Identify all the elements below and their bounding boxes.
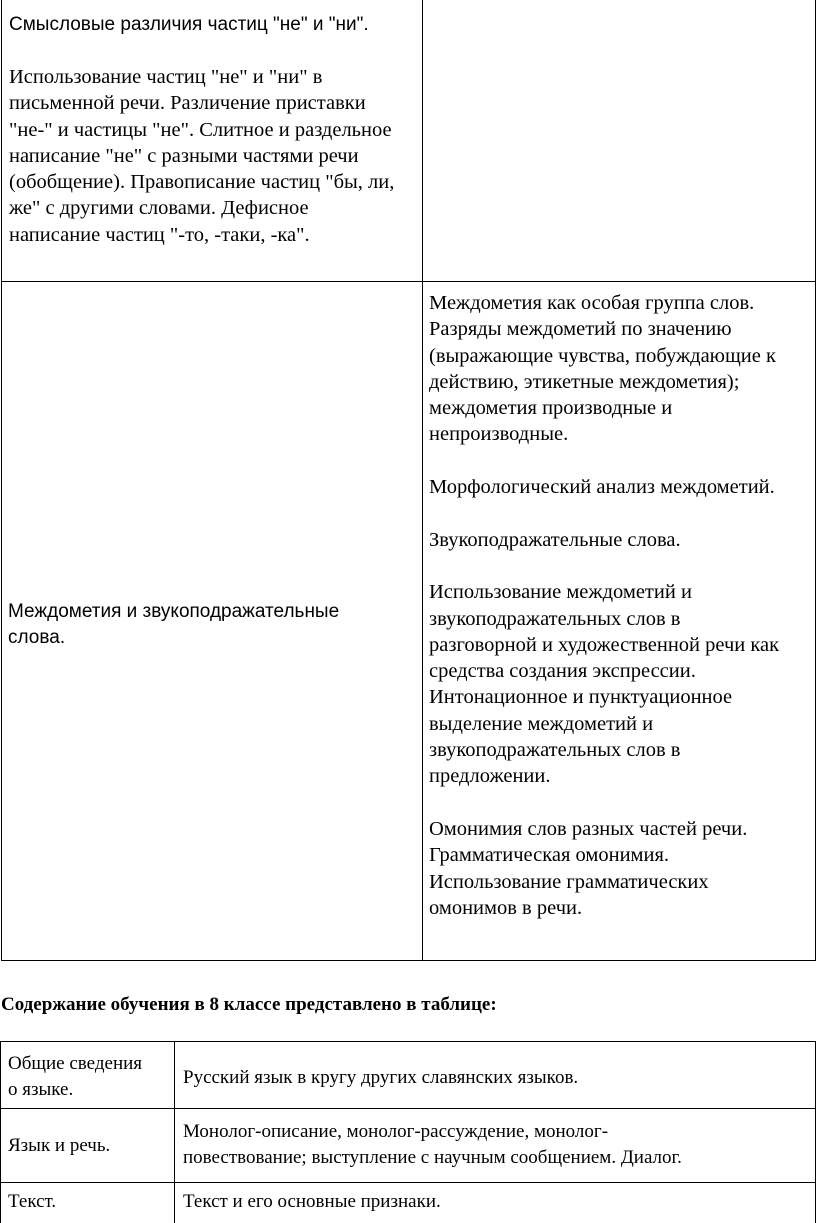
row1-body-line: написание частиц "-то, -таки, -ка". (9, 223, 310, 246)
row1-left-body (9, 64, 394, 248)
row2-right-line: Использование междометий и (429, 581, 692, 604)
cell-line: Монолог-описание, монолог-рассуждение, монолог- (183, 1121, 609, 1142)
row2-right-line: Омонимия слов разных частей речи. (429, 817, 748, 840)
row2-right-line: Звукоподражательные слова. (429, 528, 681, 551)
row2-right-line: Разряды междометий по значению (429, 318, 732, 341)
cell-line: Текст. (8, 1191, 57, 1212)
row2-left-cell (8, 599, 339, 652)
row2-right-line: Междометия как особая группа слов. (429, 292, 755, 314)
cell-line: Русский язык в кругу других славянских языков. (183, 1067, 579, 1088)
row2-left-line: Междометия и звукоподражательные (8, 601, 340, 622)
row2-right-line: звукоподражательных слов в (429, 607, 681, 630)
row2-right-line: разговорной и художественной речи как (429, 633, 780, 656)
row1-body-line: же" с другими словами. Дефисное (9, 197, 309, 220)
row2-right-line: омонимов в речи. (429, 896, 583, 919)
row2-right-line: непроизводные. (429, 423, 569, 446)
cell-line: о языке. (8, 1079, 74, 1100)
bottom-row3-right (183, 1189, 441, 1215)
table-row-divider (0, 1108, 816, 1109)
row1-body-line: написание "не" с разными частями речи (9, 144, 359, 167)
cell-line: Текст и его основные признаки. (183, 1191, 441, 1212)
row2-right-cell (429, 290, 779, 921)
section-heading: Содержание обучения в 8 классе представлено в таблице: (1, 994, 497, 1015)
row1-body-line: Использование частиц "не" и "ни" в (9, 66, 323, 88)
cell-line: Общие сведения (8, 1053, 143, 1074)
row2-right-line: Использование грамматических (429, 870, 709, 893)
row2-right-line: (выражающие чувства, побуждающие к (429, 344, 776, 367)
row2-right-line: предложении. (429, 765, 551, 788)
table-border-bottom (1, 960, 816, 961)
top-table (1, 0, 816, 961)
bottom-row1-left (8, 1051, 142, 1103)
row2-right-line: звукоподражательных слов в (429, 739, 681, 762)
table-border-top (0, 1041, 816, 1042)
row2-right-line: выделение междометий и (429, 712, 654, 735)
row1-body-line: письменной речи. Различение приставки (9, 92, 366, 115)
table-column-divider (174, 1041, 175, 1223)
row2-right-line: Морфологический анализ междометий. (429, 476, 775, 499)
row2-right-line: Интонационное и пунктуационное (429, 686, 733, 709)
bottom-row2-right (183, 1119, 682, 1171)
cell-line: повествование; выступление с научным сообщением. Диалог. (183, 1147, 682, 1168)
bottom-row1-right (183, 1065, 578, 1091)
row2-right-line: междометия производные и (429, 397, 673, 420)
row1-title: Смысловые различия частиц "не" и "ни". (9, 14, 369, 35)
row1-body-line: (обобщение). Правописание частиц "бы, ли, (9, 171, 395, 194)
table-row-divider (0, 1182, 816, 1183)
row2-right-line: средства создания экспрессии. (429, 660, 696, 683)
row1-left-cell (9, 12, 369, 65)
row2-right-line: действию, этикетные междометия); (429, 370, 740, 393)
table-border-left (0, 1041, 1, 1223)
bottom-row3-left (8, 1189, 56, 1215)
row2-right-line: Грамматическая омонимия. (429, 844, 670, 867)
table-border-left (1, 0, 2, 961)
table-row-divider (1, 281, 816, 282)
cell-line: Язык и речь. (8, 1135, 111, 1156)
bottom-table (0, 1041, 816, 1223)
row1-body-line: "не-" и частицы "не". Слитное и раздельное (9, 118, 392, 141)
bottom-row2-left (8, 1133, 110, 1159)
table-column-divider (422, 0, 423, 961)
row2-left-line: слова. (8, 627, 66, 649)
